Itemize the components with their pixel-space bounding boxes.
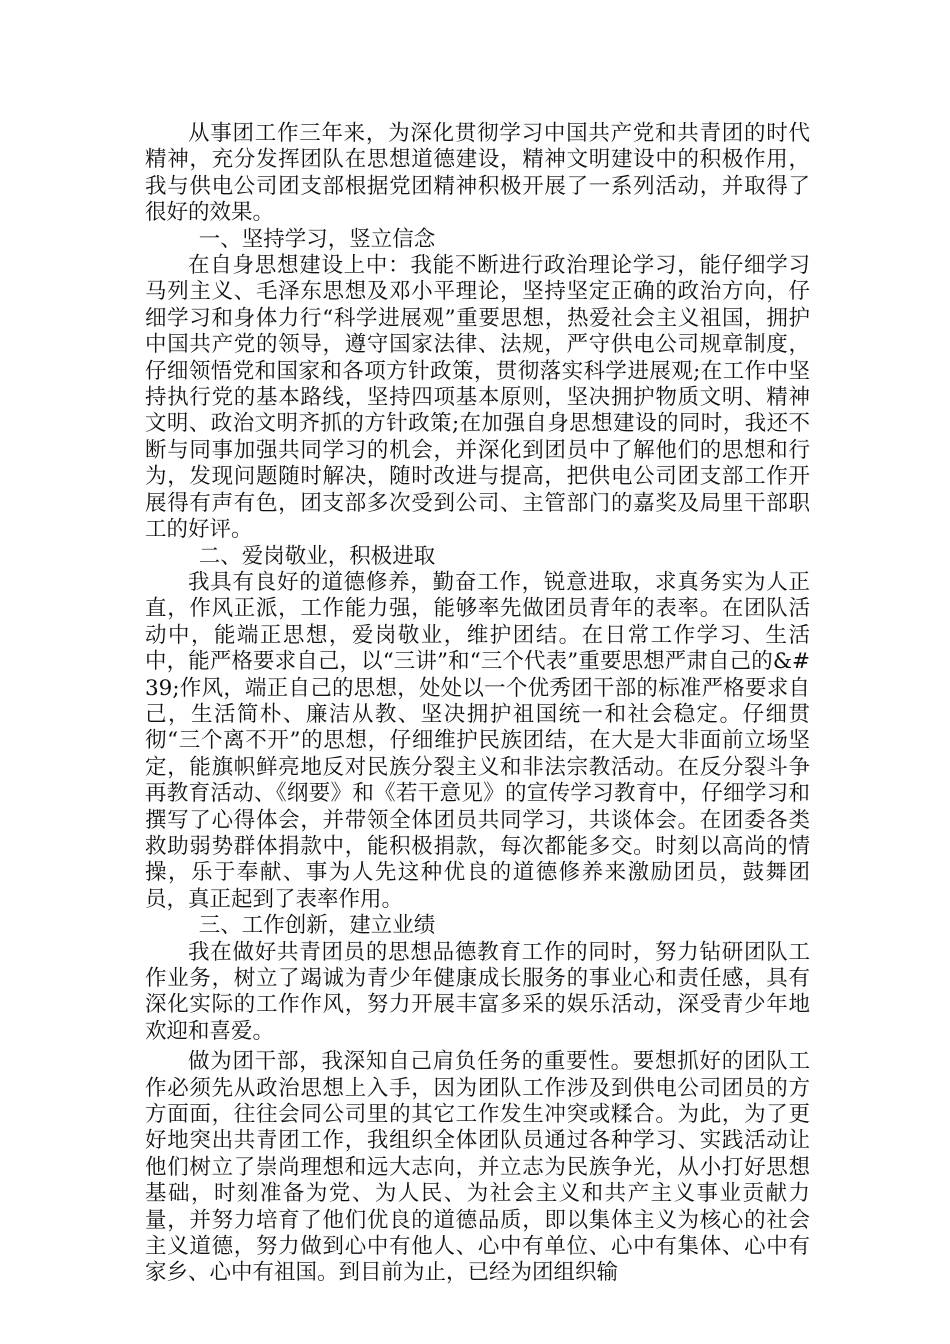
section-heading-3: 三、工作创新，建立业绩 — [198, 913, 436, 939]
intro-paragraph: 从事团工作三年来，为深化贯彻学习中国共产党和共青团的时代精神，充分发挥团队在思想道德建设，精神文明建设中的积极作用，我与供电公司团支部根据党团精神积极开展了一系列活动，并取得了很好的效果。 — [145, 121, 810, 226]
section-2-paragraph: 我具有良好的道德修养，勤奋工作，锐意进取，求真务实为人正直，作风正派，工作能力强，能够率先做团员青年的表率。在团队活动中，能端正思想，爱岗敬业，维护团结。在日常工作学习、生活中，能严格要求自己，以“三讲”和“三个代表”重要思想严肃自己的&#39;作风，端正自己的思想，处处以一个优秀团干部的标准严格要求自己，生活简朴、廉洁从教、坚决拥护祖国统一和社会稳定。仔细贯彻“三个离不开”的思想，仔细维护民族团结，在大是大非面前立场坚定，能旗帜鲜亮地反对民族分裂主义和非法宗教活动。在反分裂斗争再教育活动、《纲要》和《若干意见》的宣传学习教育中，仔细学习和撰写了心得体会，并带领全体团员共同学习，共谈体会。在团委各类救助弱势群体捐款中，能积极捐款，每次都能多交。时刻以高尚的情操，乐于奉献、事为人先这种优良的道德修养来激励团员，鼓舞团员，真正起到了表率作用。 — [145, 569, 810, 912]
section-3-paragraph-2: 做为团干部，我深知自己肩负任务的重要性。要想抓好的团队工作必须先从政治思想上入手，因为团队工作涉及到供电公司团员的方方面面，往往会同公司里的其它工作发生冲突或糅合。为此，为了更好地突出共青团工作，我组织全体团队员通过各种学习、实践活动让他们树立了崇尚理想和远大志向，并立志为民族争光，从小打好思想基础，时刻准备为党、为人民、为社会主义和共产主义事业贡献力量，并努力培育了他们优良的道德品质，即以集体主义为核心的社会主义道德，努力做到心中有他人、心中有单位、心中有集体、心中有家乡、心中有祖国。到目前为止，已经为团组织输 — [145, 1049, 810, 1286]
section-heading-2: 二、爱岗敬业，积极进取 — [198, 543, 436, 569]
document-body — [145, 121, 810, 1287]
section-heading-1: 一、坚持学习，竖立信念 — [198, 226, 436, 252]
section-3-paragraph-1: 我在做好共青团员的思想品德教育工作的同时，努力钻研团队工作业务，树立了竭诚为青少年健康成长服务的事业心和责任感，具有深化实际的工作作风，努力开展丰富多采的娱乐活动，深受青少年地欢迎和喜爱。 — [145, 939, 810, 1044]
section-1-paragraph: 在自身思想建设上中：我能不断进行政治理论学习，能仔细学习马列主义、毛泽东思想及邓小平理论，坚持坚定正确的政治方向，仔细学习和身体力行“科学进展观”重要思想，热爱社会主义祖国，拥护中国共产党的领导，遵守国家法律、法规，严守供电公司规章制度，仔细领悟党和国家和各项方针政策，贯彻落实科学进展观;在工作中坚持执行党的基本路线，坚持四项基本原则，坚决拥护物质文明、精神文明、政治文明齐抓的方针政策;在加强自身思想建设的同时，我还不断与同事加强共同学习的机会，并深化到团员中了解他们的思想和行为，发现问题随时解决，随时改进与提高，把供电公司团支部工作开展得有声有色，团支部多次受到公司、主管部门的嘉奖及局里干部职工的好评。 — [145, 253, 810, 543]
